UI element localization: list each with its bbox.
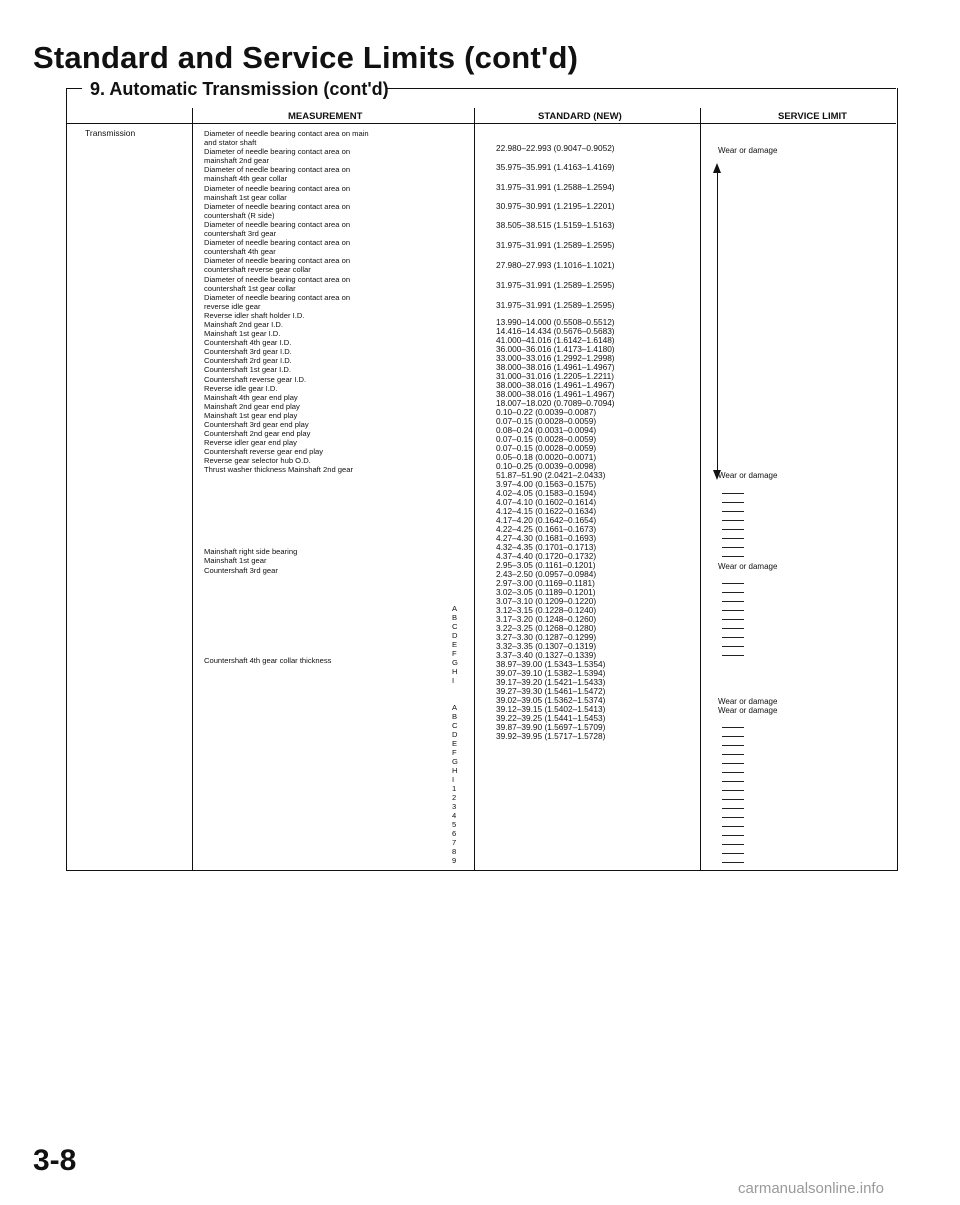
variant-tag: I: [452, 676, 455, 685]
standard-value: 3.97–4.00 (0.1563–0.1575): [496, 479, 597, 489]
service-limit-dash: [722, 821, 744, 827]
header-standard: STANDARD (NEW): [538, 111, 622, 122]
standard-value: 0.07–0.15 (0.0028–0.0059): [496, 443, 597, 453]
measurement-item: Reverse idler gear end play: [204, 438, 297, 448]
variant-tag: E: [452, 739, 458, 748]
measurement-item: Diameter of needle bearing contact area on: [204, 256, 351, 266]
variant-tag: H: [452, 766, 458, 775]
standard-value: 31.000–31.016 (1.2205–1.2211): [496, 371, 614, 381]
standard-value: 36.000–36.016 (1.4173–1.4180): [496, 344, 615, 354]
standard-value: 4.22–4.25 (0.1661–0.1673): [496, 524, 597, 534]
service-limit-text: Wear or damage: [718, 471, 778, 480]
page-number: 3-8: [33, 1144, 77, 1177]
service-limit-dash: [722, 632, 744, 638]
standard-value: 0.07–0.15 (0.0028–0.0059): [496, 434, 597, 444]
measurement-item: Countershaft 2rd gear I.D.: [204, 356, 292, 366]
standard-value: 27.980–27.993 (1.1016–1.1021): [496, 260, 615, 270]
service-limit-dash: [722, 731, 744, 737]
column-divider: [700, 108, 701, 870]
measurement-item: Mainshaft right side bearing: [204, 547, 298, 557]
variant-tag: 3: [452, 802, 457, 811]
measurement-item: [204, 611, 459, 620]
service-limit-dash: [722, 623, 744, 629]
standard-value: 4.37–4.40 (0.1720–0.1732): [496, 551, 597, 561]
service-limit-dash: [722, 857, 744, 863]
measurement-item: Diameter of needle bearing contact area on: [204, 201, 351, 211]
service-limit-dash: [722, 803, 744, 809]
measurement-item: [204, 502, 459, 511]
measurement-item: [204, 575, 459, 584]
measurement-item: Countershaft 1st gear I.D.: [204, 365, 291, 375]
header-service-limit: SERVICE LIMIT: [778, 111, 847, 122]
standard-value: 0.07–0.15 (0.0028–0.0059): [496, 416, 597, 426]
header-measurement: MEASUREMENT: [288, 111, 363, 122]
measurement-item: Diameter of needle bearing contact area on: [204, 274, 351, 284]
standard-value: 39.87–39.90 (1.5697–1.5709): [496, 722, 606, 732]
measurement-item: Reverse gear selector hub O.D.: [204, 456, 311, 466]
standard-value: 51.87–51.90 (2.0421–2.0433): [496, 470, 606, 480]
service-limit-dash: [722, 497, 744, 503]
service-limit-dash: [722, 551, 744, 557]
measurement-item: [204, 602, 459, 611]
measurement-item: Mainshaft 1st gear end play: [204, 410, 298, 420]
service-limit-dash: [722, 515, 744, 521]
variant-tag: G: [452, 658, 458, 667]
measurement-item: Thrust washer thickness Mainshaft 2nd gear: [204, 465, 353, 475]
measurement-item: and stator shaft: [204, 138, 257, 148]
service-limit-dash: [722, 848, 744, 854]
standard-value: 31.975–31.991 (1.2589–1.2595): [496, 280, 615, 290]
standard-value: 31.975–31.991 (1.2589–1.2595): [496, 300, 615, 310]
variant-tag: G: [452, 757, 458, 766]
standard-value: 39.27–39.30 (1.5461–1.5472): [496, 686, 606, 696]
service-limit-dash: [722, 830, 744, 836]
measurement-item: countershaft 4th gear: [204, 247, 276, 257]
standard-value: 14.416–14.434 (0.5676–0.5683): [496, 326, 615, 336]
standard-value: 0.05–0.18 (0.0020–0.0071): [496, 452, 597, 462]
variant-tag: 6: [452, 829, 457, 838]
column-divider: [474, 108, 475, 870]
service-limit-dash: [722, 785, 744, 791]
measurement-item: [204, 593, 459, 602]
variant-tag: D: [452, 730, 458, 739]
standard-value: 35.975–35.991 (1.4163–1.4169): [496, 162, 615, 172]
service-limit-text: Wear or damage: [718, 146, 778, 155]
measurement-item: Reverse idler shaft holder I.D.: [204, 310, 305, 320]
measurement-item: Diameter of needle bearing contact area on: [204, 165, 351, 175]
standard-value: 3.27–3.30 (0.1287–0.1299): [496, 632, 597, 642]
header-rule: [66, 123, 896, 124]
measurement-item: Reverse idle gear I.D.: [204, 383, 278, 393]
standard-value: 18.007–18.020 (0.7089–0.7094): [496, 398, 615, 408]
standard-value: 3.17–3.20 (0.1248–0.1260): [496, 614, 597, 624]
measurement-item: Diameter of needle bearing contact area on: [204, 183, 351, 193]
measurement-item: Diameter of needle bearing contact area on main: [204, 129, 369, 138]
service-limit-dash: [722, 767, 744, 773]
service-limit-dash: [722, 794, 744, 800]
service-limit-dash: [722, 542, 744, 548]
service-limit-dash: [722, 587, 744, 593]
standard-value: 2.43–2.50 (0.0957–0.0984): [496, 569, 597, 579]
standard-value: 38.505–38.515 (1.5159–1.5163): [496, 220, 615, 230]
variant-tag: I: [452, 775, 455, 784]
measurement-item: countershaft reverse gear collar: [204, 265, 311, 275]
measurement-item: [204, 511, 459, 520]
service-limit-dash: [722, 488, 744, 494]
measurement-column: [204, 129, 459, 666]
standard-value: 4.27–4.30 (0.1681–0.1693): [496, 533, 597, 543]
service-limit-dash: [722, 749, 744, 755]
measurement-item: mainshaft 2nd gear: [204, 156, 270, 166]
variant-tag: E: [452, 640, 458, 649]
measurement-item: Mainshaft 4th gear end play: [204, 392, 298, 402]
service-limit-dash: [722, 524, 744, 530]
measurement-item: Countershaft reverse gear I.D.: [204, 374, 307, 384]
standard-value: 38.000–38.016 (1.4961–1.4967): [496, 362, 615, 372]
variant-tag: H: [452, 667, 458, 676]
service-limit-dash: [722, 596, 744, 602]
standard-value: 3.22–3.25 (0.1268–0.1280): [496, 623, 597, 633]
standard-value: 30.975–30.991 (1.2195–1.2201): [496, 201, 615, 211]
standard-value: 3.32–3.35 (0.1307–0.1319): [496, 641, 597, 651]
standard-value: 0.10–0.22 (0.0039–0.0087): [496, 407, 597, 417]
standard-value: 39.92–39.95 (1.5717–1.5728): [496, 731, 606, 741]
measurement-item: countershaft 1st gear collar: [204, 283, 296, 293]
variant-tag: B: [452, 613, 458, 622]
measurement-item: Countershaft 3rd gear end play: [204, 420, 309, 429]
variant-tag: 2: [452, 793, 457, 802]
standard-value: 0.10–0.25 (0.0039–0.0098): [496, 461, 597, 471]
variant-tag: C: [452, 721, 458, 730]
measurement-item: Countershaft 3rd gear: [204, 565, 278, 575]
measurement-item: [204, 538, 459, 547]
variant-tag: 4: [452, 811, 457, 820]
service-limit-dash: [722, 776, 744, 782]
measurement-item: [204, 493, 459, 502]
measurement-item: mainshaft 1st gear collar: [204, 192, 287, 202]
measurement-item: [204, 584, 459, 593]
variant-tag: C: [452, 622, 458, 631]
service-limit-dash: [722, 650, 744, 656]
page-title: Standard and Service Limits (cont'd): [33, 40, 579, 75]
service-limit-text: Wear or damage: [718, 562, 778, 571]
standard-value: 31.975–31.991 (1.2588–1.2594): [496, 182, 615, 192]
service-limit-dash: [722, 740, 744, 746]
variant-tag: D: [452, 631, 458, 640]
section-title: 9. Automatic Transmission (cont'd): [90, 79, 389, 99]
standard-value: 3.37–3.40 (0.1327–0.1339): [496, 650, 597, 660]
range-arrow-line: [717, 172, 718, 472]
variant-tag: 5: [452, 820, 457, 829]
standard-value: 2.97–3.00 (0.1169–0.1181): [496, 578, 595, 588]
standard-value: 4.32–4.35 (0.1701–0.1713): [496, 542, 597, 552]
service-limit-dash: [722, 839, 744, 845]
service-limit-text: Wear or damage: [718, 697, 778, 706]
standard-value: 3.07–3.10 (0.1209–0.1220): [496, 596, 597, 606]
service-limit-dash: [722, 578, 744, 584]
standard-value: 4.12–4.15 (0.1622–0.1634): [496, 506, 597, 516]
measurement-item: [204, 647, 459, 656]
service-limit-dash: [722, 641, 744, 647]
service-limit-dash: [722, 614, 744, 620]
service-limit-dash: [722, 605, 744, 611]
arrow-down-icon: [713, 470, 721, 480]
standard-value: 38.000–38.016 (1.4961–1.4967): [496, 389, 615, 399]
measurement-item: Mainshaft 1st gear: [204, 556, 267, 566]
measurement-item: Countershaft reverse gear end play: [204, 447, 324, 457]
standard-value: 2.95–3.05 (0.1161–0.1201): [496, 560, 596, 570]
measurement-item: Countershaft 2nd gear end play: [204, 429, 311, 439]
measurement-item: Mainshaft 1st gear I.D.: [204, 329, 281, 339]
variant-tag: F: [452, 748, 457, 757]
standard-value: 3.02–3.05 (0.1189–0.1201): [496, 587, 596, 597]
measurement-item: Diameter of needle bearing contact area on: [204, 219, 351, 229]
measurement-item: [204, 484, 459, 493]
watermark: carmanualsonline.info: [738, 1180, 884, 1197]
measurement-item: countershaft 3rd gear: [204, 229, 277, 239]
measurement-item: [204, 475, 459, 484]
measurement-item: Countershaft 4th gear I.D.: [204, 338, 292, 348]
standard-value: 33.000–33.016 (1.2992–1.2998): [496, 353, 615, 363]
service-limit-dash: [722, 812, 744, 818]
service-limit-dash: [722, 758, 744, 764]
measurement-item: [204, 620, 459, 629]
standard-value: 39.22–39.25 (1.5441–1.5453): [496, 713, 606, 723]
measurement-item: [204, 529, 459, 538]
standard-value: 4.02–4.05 (0.1583–0.1594): [496, 488, 597, 498]
measurement-item: Countershaft 4th gear collar thickness: [204, 656, 332, 666]
standard-value: 39.17–39.20 (1.5421–1.5433): [496, 677, 606, 687]
standard-value: 3.12–3.15 (0.1228–0.1240): [496, 605, 597, 615]
measurement-item: countershaft (R side): [204, 210, 275, 220]
measurement-item: Mainshaft 2nd gear end play: [204, 401, 300, 411]
standard-value: 4.07–4.10 (0.1602–0.1614): [496, 497, 597, 507]
measurement-item: [204, 629, 459, 638]
measurement-item: Mainshaft 2nd gear I.D.: [204, 319, 283, 329]
standard-value: 0.08–0.24 (0.0031–0.0094): [496, 425, 597, 435]
variant-tag: A: [452, 703, 458, 712]
variant-tag: 1: [452, 784, 457, 793]
standard-value: 38.97–39.00 (1.5343–1.5354): [496, 659, 606, 669]
variant-tag: A: [452, 604, 458, 613]
service-limit-dash: [722, 506, 744, 512]
standard-value: 4.17–4.20 (0.1642–0.1654): [496, 515, 597, 525]
service-limit-dash: [722, 533, 744, 539]
standard-value: 39.07–39.10 (1.5382–1.5394): [496, 668, 606, 678]
standard-value: 13.990–14.000 (0.5508–0.5512): [496, 317, 615, 327]
standard-value: 39.12–39.15 (1.5402–1.5413): [496, 704, 606, 714]
variant-tag: F: [452, 649, 457, 658]
measurement-item: reverse idle gear: [204, 301, 261, 311]
measurement-item: mainshaft 4th gear collar: [204, 174, 288, 184]
measurement-item: Diameter of needle bearing contact area on: [204, 147, 351, 157]
column-divider: [192, 108, 193, 870]
variant-tag: 7: [452, 838, 457, 847]
measurement-item: [204, 638, 459, 647]
measurement-item: [204, 520, 459, 529]
service-limit-dash: [722, 722, 744, 728]
standard-value: 41.000–41.016 (1.6142–1.6148): [496, 335, 615, 345]
group-label: Transmission: [85, 128, 136, 138]
measurement-item: Diameter of needle bearing contact area on: [204, 292, 351, 302]
standard-value: 39.02–39.05 (1.5362–1.5374): [496, 695, 606, 705]
standard-value: 38.000–38.016 (1.4961–1.4967): [496, 380, 615, 390]
measurement-item: Countershaft 3rd gear I.D.: [204, 347, 292, 357]
variant-tag: 8: [452, 847, 457, 856]
standard-value: 22.980–22.993 (0.9047–0.9052): [496, 143, 615, 153]
standard-value: 31.975–31.991 (1.2589–1.2595): [496, 240, 615, 250]
variant-tag: B: [452, 712, 458, 721]
variant-tag: 9: [452, 856, 457, 865]
service-limit-text: Wear or damage: [718, 706, 778, 715]
measurement-item: Diameter of needle bearing contact area on: [204, 238, 351, 248]
